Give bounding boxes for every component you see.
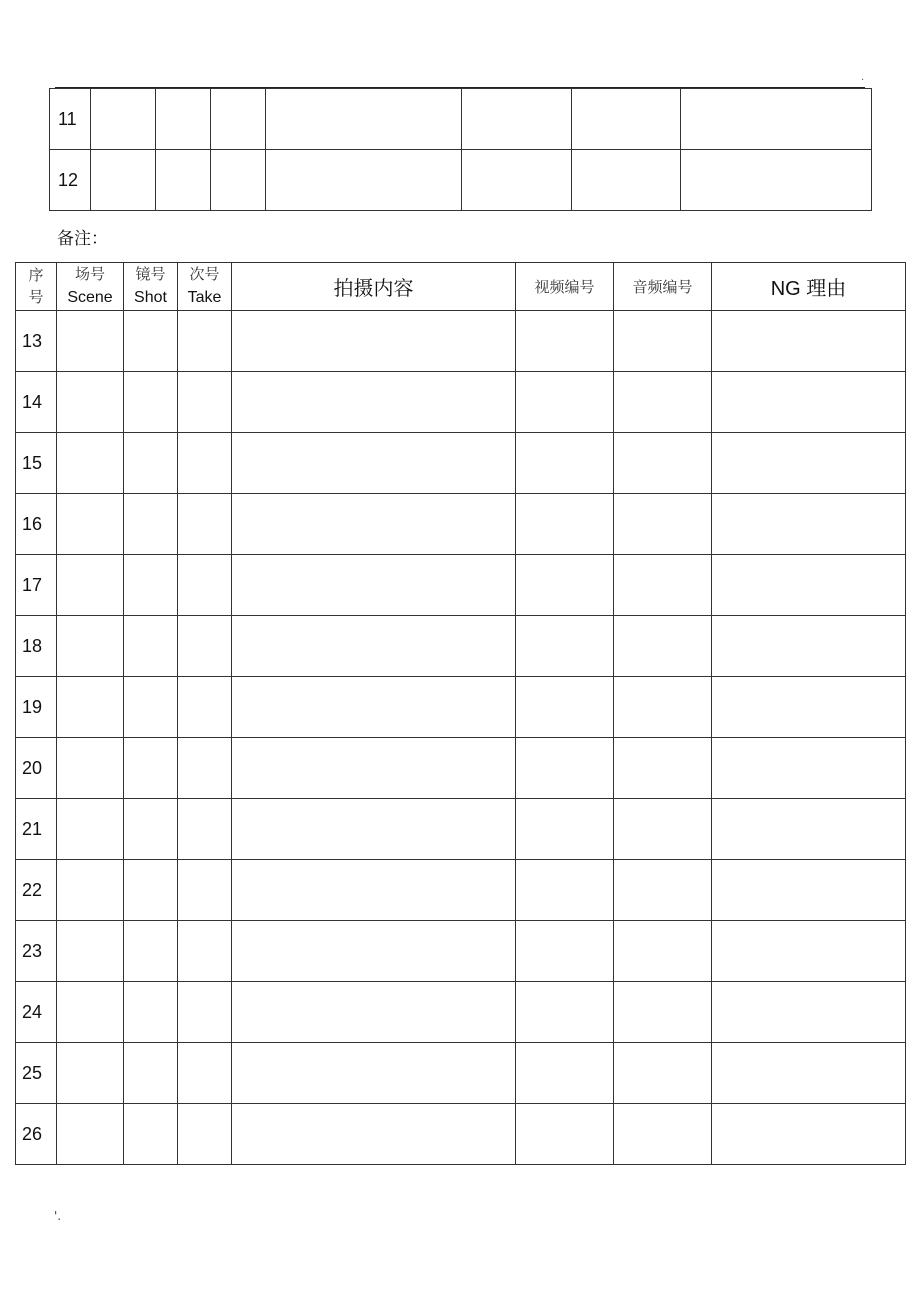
take-cell[interactable] [178,433,232,494]
shot-cell[interactable] [124,860,178,921]
scene-cell[interactable] [57,433,124,494]
table-row [50,150,872,211]
scene-cell[interactable] [57,555,124,616]
shot-cell[interactable] [124,372,178,433]
take-cell[interactable] [178,372,232,433]
audio-no-cell[interactable] [614,738,712,799]
bottom-mark: '. [54,1209,62,1223]
col-content [232,263,516,311]
video-no-cell[interactable] [516,311,614,372]
col-scene [57,263,124,311]
row-number: 20 [16,738,57,799]
scene-cell[interactable] [91,150,156,211]
video-no-cell[interactable] [516,799,614,860]
col-ng-reason-label: NG 理由 [770,278,847,300]
take-cell[interactable] [178,555,232,616]
video-no-cell[interactable] [516,494,614,555]
take-cell[interactable] [178,921,232,982]
audio-no-cell[interactable] [614,677,712,738]
ng-reason-cell[interactable] [712,860,906,921]
ng-reason-cell[interactable] [712,372,906,433]
audio-no-cell[interactable] [614,616,712,677]
col-seq-line2: 号 [28,287,44,306]
table-row [16,616,906,677]
ng-reason-cell[interactable] [712,982,906,1043]
shot-cell[interactable] [124,494,178,555]
video-no-cell[interactable] [516,1043,614,1104]
content-cell[interactable] [232,738,516,799]
audio-no-cell[interactable] [614,433,712,494]
shot-cell[interactable] [124,433,178,494]
content-cell[interactable] [232,311,516,372]
ng-reason-cell[interactable] [712,738,906,799]
video-no-cell[interactable] [462,89,572,150]
content-cell[interactable] [232,433,516,494]
ng-reason-cell[interactable] [712,433,906,494]
video-no-cell[interactable] [516,982,614,1043]
table-row [16,555,906,616]
col-shot [124,263,178,311]
scene-cell[interactable] [57,1043,124,1104]
ng-reason-cell[interactable] [712,616,906,677]
row-number: 19 [16,677,57,738]
content-cell[interactable] [232,555,516,616]
content-cell[interactable] [266,150,462,211]
video-no-cell[interactable] [516,616,614,677]
remarks-label: 备注： [57,229,108,249]
shot-log-table [15,262,906,1165]
table-row [16,372,906,433]
row-number: 26 [16,1104,57,1165]
content-cell[interactable] [232,860,516,921]
table-row [16,982,906,1043]
take-cell[interactable] [178,311,232,372]
ng-reason-cell[interactable] [712,677,906,738]
col-take [178,263,232,311]
table-row [16,311,906,372]
col-scene-en: Scene [67,288,113,306]
take-cell[interactable] [211,150,266,211]
shot-cell[interactable] [124,1043,178,1104]
scene-cell[interactable] [57,616,124,677]
scene-cell[interactable] [57,1104,124,1165]
table-row [16,433,906,494]
ng-reason-cell[interactable] [712,311,906,372]
scene-cell[interactable] [57,372,124,433]
row-number: 21 [16,799,57,860]
row-number: 24 [16,982,57,1043]
row-number: 12 [50,150,91,211]
audio-no-cell[interactable] [614,1043,712,1104]
content-cell[interactable] [232,494,516,555]
scene-cell[interactable] [91,89,156,150]
col-shot-en: Shot [134,288,167,306]
audio-no-cell[interactable] [614,799,712,860]
row-number: 11 [50,89,91,150]
col-shot-cn: 镜号 [135,265,166,284]
audio-no-cell[interactable] [614,372,712,433]
row-number: 15 [16,433,57,494]
video-no-cell[interactable] [516,677,614,738]
row-number: 22 [16,860,57,921]
table-row [16,799,906,860]
shot-cell[interactable] [124,311,178,372]
scene-cell[interactable] [57,921,124,982]
take-cell[interactable] [178,799,232,860]
content-cell[interactable] [232,372,516,433]
row-number: 17 [16,555,57,616]
continued-table [49,88,872,211]
table-row [16,677,906,738]
shot-cell[interactable] [124,616,178,677]
ng-reason-cell[interactable] [712,921,906,982]
row-number: 25 [16,1043,57,1104]
col-seq-line1: 序 [28,265,44,284]
content-cell[interactable] [232,616,516,677]
shot-cell[interactable] [124,799,178,860]
shot-cell[interactable] [124,921,178,982]
shot-cell[interactable] [124,555,178,616]
take-cell[interactable] [178,677,232,738]
table-row [16,494,906,555]
table-row [16,921,906,982]
video-no-cell[interactable] [516,433,614,494]
take-cell[interactable] [178,1104,232,1165]
audio-no-cell[interactable] [572,89,681,150]
take-cell[interactable] [178,616,232,677]
row-number: 14 [16,372,57,433]
take-cell[interactable] [178,738,232,799]
content-cell[interactable] [232,921,516,982]
shot-cell[interactable] [124,1104,178,1165]
video-no-cell[interactable] [516,860,614,921]
take-cell[interactable] [211,89,266,150]
col-ng-reason [712,263,906,311]
scene-cell[interactable] [57,738,124,799]
content-cell[interactable] [232,1043,516,1104]
ng-reason-cell[interactable] [681,150,872,211]
col-video-no-label: 视频编号 [534,278,595,296]
audio-no-cell[interactable] [572,150,681,211]
col-video-no [516,263,614,311]
scene-cell[interactable] [57,677,124,738]
audio-no-cell[interactable] [614,921,712,982]
table-row [16,738,906,799]
content-cell[interactable] [232,799,516,860]
content-cell[interactable] [266,89,462,150]
video-no-cell[interactable] [516,738,614,799]
table-row [16,1104,906,1165]
audio-no-cell[interactable] [614,494,712,555]
col-scene-cn: 场号 [74,265,105,284]
take-cell[interactable] [178,494,232,555]
take-cell[interactable] [178,860,232,921]
shot-cell[interactable] [124,677,178,738]
ng-reason-cell[interactable] [712,799,906,860]
col-seq [16,263,57,311]
video-no-cell[interactable] [462,150,572,211]
scene-cell[interactable] [57,860,124,921]
content-cell[interactable] [232,982,516,1043]
col-audio-no-label: 音频编号 [632,278,693,296]
col-take-en: Take [187,288,222,306]
take-cell[interactable] [178,982,232,1043]
shot-cell[interactable] [156,89,211,150]
video-no-cell[interactable] [516,921,614,982]
table-row [50,89,872,150]
table-row [16,1043,906,1104]
corner-mark: . [861,72,865,83]
ng-reason-cell[interactable] [681,89,872,150]
video-no-cell[interactable] [516,1104,614,1165]
ng-reason-cell[interactable] [712,494,906,555]
audio-no-cell[interactable] [614,555,712,616]
header-row [16,263,906,311]
col-audio-no [614,263,712,311]
audio-no-cell[interactable] [614,1104,712,1165]
row-number: 23 [16,921,57,982]
ng-reason-cell[interactable] [712,1104,906,1165]
col-take-cn: 次号 [189,265,220,284]
take-cell[interactable] [178,1043,232,1104]
scene-cell[interactable] [57,982,124,1043]
col-content-label: 拍摄内容 [333,276,414,300]
ng-reason-cell[interactable] [712,555,906,616]
scene-cell[interactable] [57,799,124,860]
shot-cell[interactable] [124,738,178,799]
shot-cell[interactable] [156,150,211,211]
video-no-cell[interactable] [516,555,614,616]
row-number: 18 [16,616,57,677]
audio-no-cell[interactable] [614,982,712,1043]
ng-reason-cell[interactable] [712,1043,906,1104]
scene-cell[interactable] [57,311,124,372]
row-number: 16 [16,494,57,555]
content-cell[interactable] [232,677,516,738]
shot-cell[interactable] [124,982,178,1043]
table-row [16,860,906,921]
audio-no-cell[interactable] [614,311,712,372]
content-cell[interactable] [232,1104,516,1165]
scene-cell[interactable] [57,494,124,555]
row-number: 13 [16,311,57,372]
video-no-cell[interactable] [516,372,614,433]
audio-no-cell[interactable] [614,860,712,921]
